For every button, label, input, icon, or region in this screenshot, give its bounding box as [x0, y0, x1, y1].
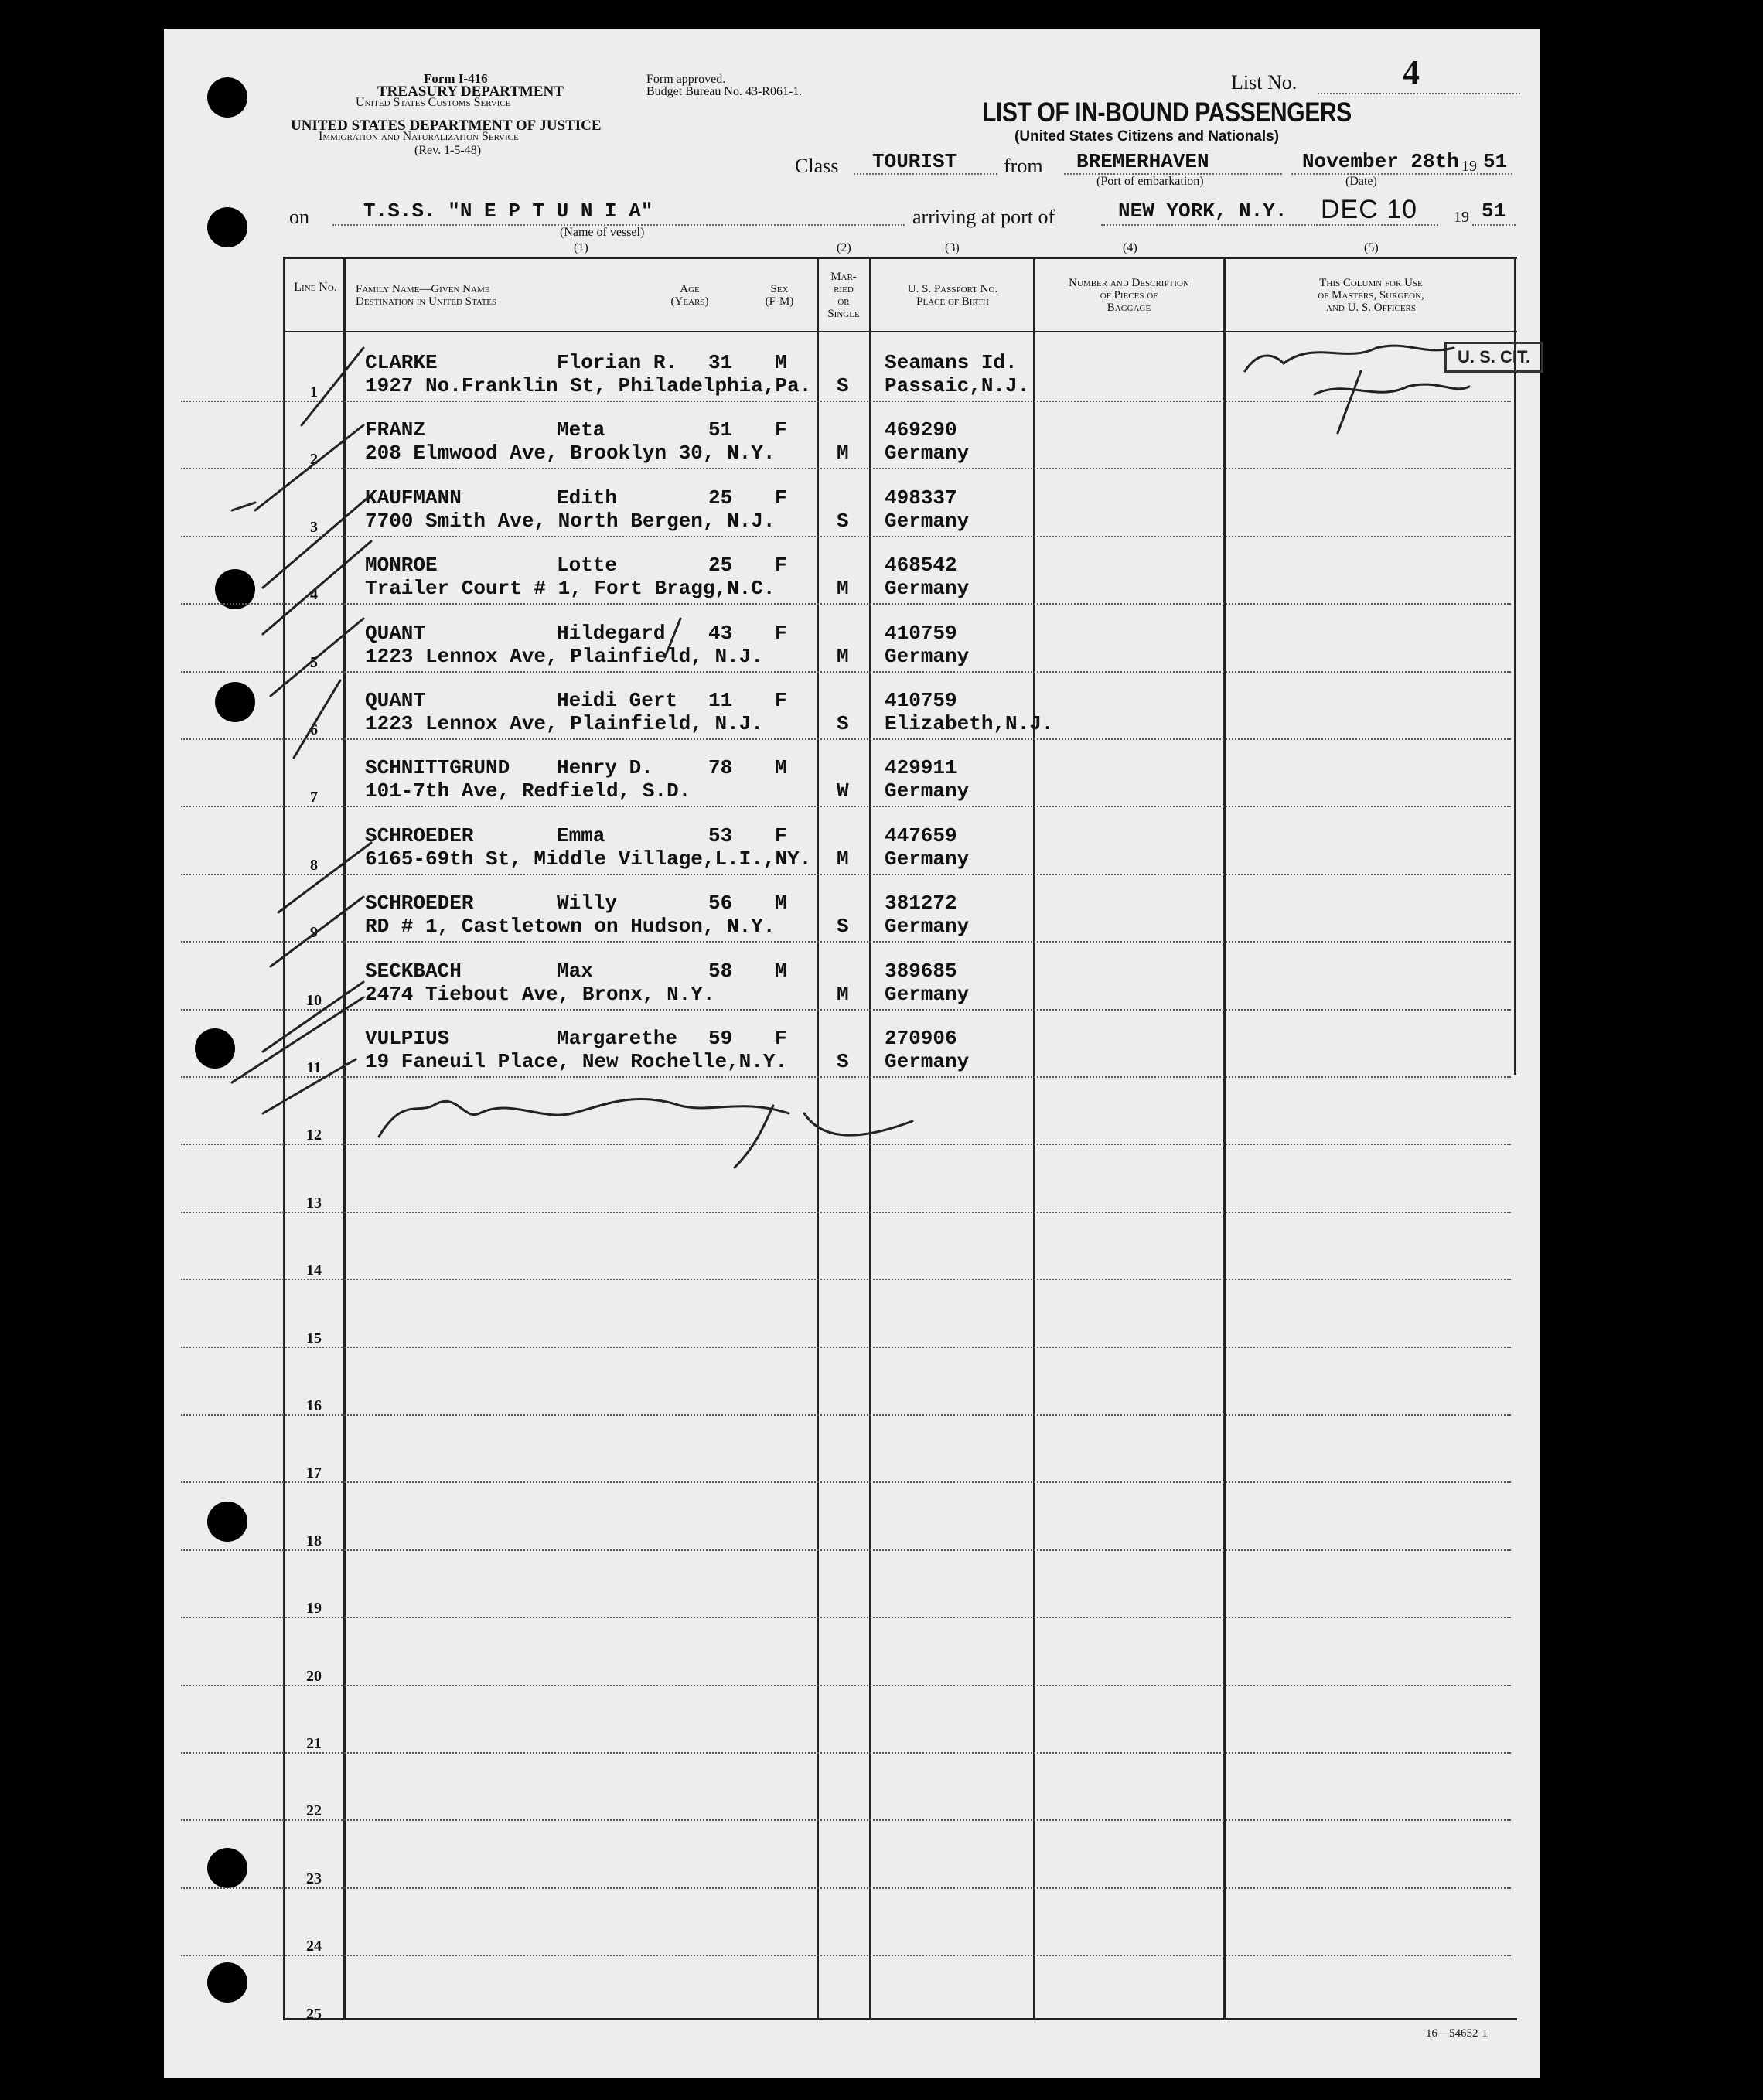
col-passport-1: U. S. Passport No.: [907, 283, 998, 295]
line-number: 13: [306, 1195, 322, 1212]
passenger-address: 6165-69th St, Middle Village,L.I.,NY.: [365, 847, 812, 871]
passenger-age: 59: [708, 1027, 733, 1050]
passenger-passport: 447659: [885, 824, 957, 847]
col-num-3: (3): [945, 241, 960, 254]
line-number: 20: [306, 1668, 322, 1685]
passenger-marital-status: M: [837, 577, 849, 600]
check-mark: [263, 541, 371, 634]
passenger-sex: F: [775, 418, 787, 441]
line-number: 3: [310, 519, 318, 536]
check-mark: [232, 348, 363, 510]
treasury-dept: TREASURY DEPARTMENT: [377, 84, 564, 100]
col-married-2: ried: [834, 283, 854, 295]
passenger-marital-status: M: [837, 983, 849, 1006]
col-married-4: Single: [827, 308, 860, 320]
passenger-birthplace: Germany: [885, 779, 970, 803]
passenger-family-name: SECKBACH: [365, 960, 462, 983]
vessel-caption: (Name of vessel): [560, 226, 645, 239]
passenger-birthplace: Germany: [885, 1050, 970, 1073]
class-label: Class: [795, 155, 839, 177]
passenger-sex: F: [775, 824, 787, 847]
passenger-age: 51: [708, 418, 733, 441]
form-approved: Form approved.: [646, 73, 726, 86]
passenger-age: 11: [708, 689, 733, 712]
line-number: 25: [306, 2006, 322, 2023]
passenger-family-name: SCHROEDER: [365, 824, 474, 847]
passenger-marital-status: M: [837, 441, 849, 465]
line-number: 11: [306, 1059, 322, 1076]
check-mark: [263, 982, 363, 1052]
list-subtitle: (United States Citizens and Nationals): [1014, 128, 1280, 145]
form-number: Form I-416: [424, 71, 488, 86]
col-baggage-1: Number and Description: [1069, 277, 1189, 289]
col-baggage-2: of Pieces of: [1100, 289, 1158, 302]
check-mark: [255, 425, 363, 510]
class-value: TOURIST: [872, 150, 957, 173]
passenger-age: 25: [708, 554, 733, 577]
passenger-family-name: SCHNITTGRUND: [365, 756, 510, 779]
check-mark: [263, 1059, 356, 1113]
from-value: BREMERHAVEN: [1076, 150, 1209, 173]
line-number: 10: [306, 992, 322, 1009]
passenger-family-name: KAUFMANN: [365, 486, 462, 510]
col-officers-2: of Masters, Surgeon,: [1318, 289, 1424, 302]
passenger-passport: 498337: [885, 486, 957, 510]
passenger-given-name: Henry D.: [557, 756, 653, 779]
passenger-marital-status: M: [837, 847, 849, 871]
passenger-address: 19 Faneuil Place, New Rochelle,N.Y.: [365, 1050, 788, 1073]
line-number: 6: [310, 721, 318, 738]
departure-date: November 28th: [1302, 150, 1459, 173]
passenger-given-name: Willy: [557, 891, 618, 915]
citizen-stamp: U. S. CIT.: [1444, 342, 1543, 373]
line-number: 12: [306, 1127, 322, 1144]
line-number: 2: [310, 451, 318, 468]
passenger-passport: 410759: [885, 689, 957, 712]
revision: (Rev. 1-5-48): [414, 144, 482, 157]
list-no: 4: [1403, 53, 1420, 91]
passenger-marital-status: M: [837, 645, 849, 668]
passenger-family-name: FRANZ: [365, 418, 426, 441]
line-number: 16: [306, 1397, 322, 1414]
col-passport-2: Place of Birth: [916, 295, 989, 308]
passenger-sex: F: [775, 554, 787, 577]
passenger-birthplace: Germany: [885, 510, 970, 533]
line-number: 14: [306, 1262, 322, 1279]
line-number: 4: [310, 586, 318, 603]
col-married-3: or: [837, 295, 850, 308]
from-label: from: [1004, 155, 1043, 177]
col-married-1: Mar-: [830, 271, 857, 283]
passenger-given-name: Emma: [557, 824, 605, 847]
passenger-given-name: Edith: [557, 486, 618, 510]
passenger-sex: F: [775, 622, 787, 645]
col-num-4: (4): [1123, 241, 1137, 254]
ins-service: Immigration and Naturalization Service: [319, 130, 519, 143]
arrival-port: NEW YORK, N.Y.: [1118, 199, 1287, 223]
arrival-year: 51: [1482, 199, 1506, 223]
line-number: 18: [306, 1532, 322, 1549]
passenger-age: 31: [708, 351, 733, 374]
officer-signature: [1245, 346, 1454, 371]
line-number: 8: [310, 857, 318, 874]
arriving-label: arriving at port of: [912, 206, 1055, 228]
officer-signature: [1315, 371, 1469, 433]
passenger-age: 25: [708, 486, 733, 510]
passenger-sex: M: [775, 351, 787, 374]
check-mark: [232, 997, 363, 1082]
check-mark: [263, 495, 371, 588]
passenger-sex: F: [775, 1027, 787, 1050]
col-num-1: (1): [574, 241, 588, 254]
passenger-address: 101-7th Ave, Redfield, S.D.: [365, 779, 691, 803]
passenger-given-name: Margarethe: [557, 1027, 678, 1050]
passenger-passport: 429911: [885, 756, 957, 779]
passenger-marital-status: S: [837, 510, 849, 533]
col-baggage-3: Baggage: [1107, 302, 1151, 314]
col-age-1: Age: [680, 283, 700, 295]
passenger-passport: 469290: [885, 418, 957, 441]
vessel-name: T.S.S. "N E P T U N I A": [363, 199, 653, 223]
check-mark: [665, 619, 680, 657]
line-number: 9: [310, 924, 318, 941]
passenger-marital-status: S: [837, 712, 849, 735]
passenger-marital-status: S: [837, 1050, 849, 1073]
signature: [379, 1099, 789, 1137]
line-number: 1: [310, 384, 318, 401]
passenger-given-name: Meta: [557, 418, 605, 441]
passenger-age: 58: [708, 960, 733, 983]
passenger-given-name: Hildegard: [557, 622, 666, 645]
departure-year: 51: [1483, 150, 1508, 173]
passenger-sex: F: [775, 689, 787, 712]
passenger-address: 2474 Tiebout Ave, Bronx, N.Y.: [365, 983, 715, 1006]
passenger-birthplace: Germany: [885, 441, 970, 465]
passenger-sex: M: [775, 756, 787, 779]
passenger-birthplace: Germany: [885, 847, 970, 871]
date-year-prefix: 19: [1461, 158, 1477, 175]
line-number: 24: [306, 1938, 322, 1955]
col-num-5: (5): [1364, 241, 1379, 254]
col-officers-1: This Column for Use: [1319, 277, 1423, 289]
line-number: 21: [306, 1735, 322, 1752]
signature: [735, 1106, 912, 1168]
passenger-family-name: MONROE: [365, 554, 438, 577]
passenger-passport: 410759: [885, 622, 957, 645]
passenger-passport: 389685: [885, 960, 957, 983]
passenger-given-name: Lotte: [557, 554, 618, 577]
port-caption: (Port of embarkation): [1096, 175, 1204, 188]
passenger-sex: M: [775, 960, 787, 983]
arrival-date: DEC 10: [1321, 195, 1418, 224]
passenger-passport: Seamans Id.: [885, 351, 1018, 374]
passenger-given-name: Heidi Gert: [557, 689, 678, 712]
line-number: 23: [306, 1870, 322, 1887]
passenger-birthplace: Passaic,N.J.: [885, 374, 1030, 397]
col-sex-2: (F-M): [765, 295, 794, 308]
justice-dept: UNITED STATES DEPARTMENT OF JUSTICE: [291, 118, 602, 134]
passenger-age: 43: [708, 622, 733, 645]
passenger-birthplace: Germany: [885, 645, 970, 668]
passenger-passport: 381272: [885, 891, 957, 915]
passenger-address: RD # 1, Castletown on Hudson, N.Y.: [365, 915, 776, 938]
passenger-given-name: Max: [557, 960, 593, 983]
line-number: 5: [310, 654, 318, 671]
passenger-age: 53: [708, 824, 733, 847]
passenger-birthplace: Elizabeth,N.J.: [885, 712, 1054, 735]
col-line-no: Line No.: [294, 281, 337, 294]
line-number: 19: [306, 1600, 322, 1617]
passenger-address: Trailer Court # 1, Fort Bragg,N.C.: [365, 577, 776, 600]
col-age-2: (Years): [670, 295, 709, 308]
check-mark: [294, 680, 340, 758]
line-number: 22: [306, 1802, 322, 1819]
footer-code: 16—54652-1: [1426, 2027, 1488, 2040]
budget-bureau: Budget Bureau No. 43-R061-1.: [646, 85, 803, 98]
passenger-marital-status: W: [837, 779, 849, 803]
customs-service: United States Customs Service: [356, 96, 511, 109]
passenger-marital-status: S: [837, 374, 849, 397]
line-number: 17: [306, 1464, 322, 1481]
list-title: LIST OF IN-BOUND PASSENGERS: [982, 97, 1352, 128]
passenger-sex: F: [775, 486, 787, 510]
list-no-label: List No.: [1231, 71, 1298, 94]
passenger-sex: M: [775, 891, 787, 915]
arrival-year-prefix: 19: [1454, 209, 1469, 226]
passenger-given-name: Florian R.: [557, 351, 678, 374]
col-sex-1: Sex: [770, 283, 789, 295]
col-num-2: (2): [837, 241, 851, 254]
passenger-family-name: QUANT: [365, 622, 426, 645]
passenger-age: 78: [708, 756, 733, 779]
line-number: 7: [310, 789, 318, 806]
passenger-family-name: SCHROEDER: [365, 891, 474, 915]
passenger-marital-status: S: [837, 915, 849, 938]
passenger-family-name: VULPIUS: [365, 1027, 450, 1050]
passenger-address: 1223 Lennox Ave, Plainfield, N.J.: [365, 645, 763, 668]
passenger-birthplace: Germany: [885, 577, 970, 600]
passenger-address: 208 Elmwood Ave, Brooklyn 30, N.Y.: [365, 441, 776, 465]
passenger-passport: 270906: [885, 1027, 957, 1050]
col-name-1: Family Name—Given Name: [356, 283, 490, 295]
date-caption: (Date): [1345, 175, 1377, 188]
passenger-age: 56: [708, 891, 733, 915]
passenger-address: 1223 Lennox Ave, Plainfield, N.J.: [365, 712, 763, 735]
passenger-address: 1927 No.Franklin St, Philadelphia,Pa.: [365, 374, 812, 397]
line-number: 15: [306, 1330, 322, 1347]
check-mark: [271, 619, 363, 696]
passenger-birthplace: Germany: [885, 983, 970, 1006]
passenger-birthplace: Germany: [885, 915, 970, 938]
passenger-address: 7700 Smith Ave, North Bergen, N.J.: [365, 510, 776, 533]
passenger-family-name: CLARKE: [365, 351, 438, 374]
col-name-2: Destination in United States: [356, 295, 497, 308]
passenger-passport: 468542: [885, 554, 957, 577]
on-label: on: [289, 206, 309, 228]
col-officers-3: and U. S. Officers: [1326, 302, 1416, 314]
passenger-family-name: QUANT: [365, 689, 426, 712]
